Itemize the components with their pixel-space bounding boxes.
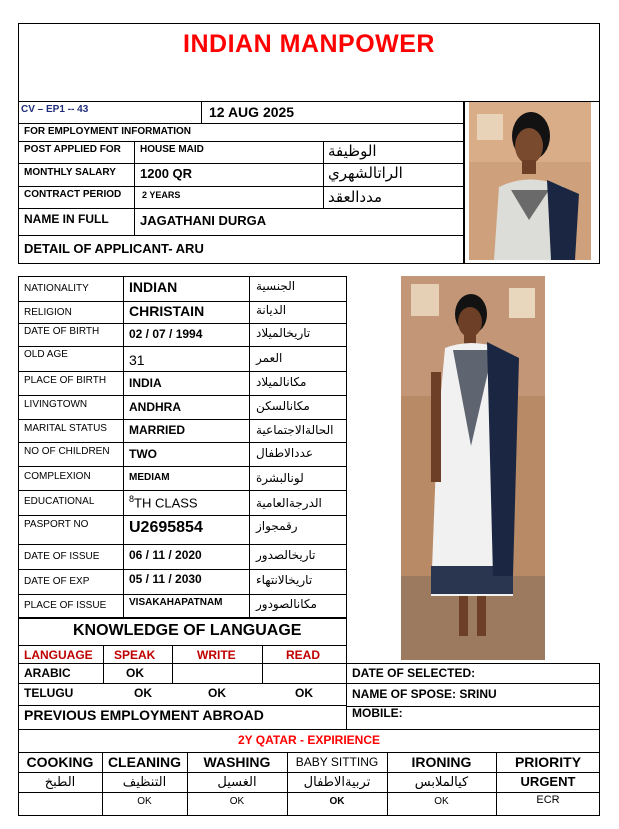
expiry-date-label: DATE OF EXP [24, 576, 90, 587]
place-of-birth-label: PLACE OF BIRTH [24, 375, 107, 386]
contract-period-arabic: مددالعقد [328, 189, 383, 206]
place-of-issue-value: VISAKAHAPATNAM [129, 597, 223, 608]
telugu-speak: OK [134, 686, 152, 700]
experience-text: 2Y QATAR - EXPIRIENCE [237, 733, 381, 747]
complexion-value: MEDIAM [129, 472, 170, 483]
children-label: NO OF CHILDREN [24, 446, 110, 457]
applicant-detail-heading: DETAIL OF APPLICANT- ARU [24, 241, 204, 256]
place-of-issue-arabic: مكانالصودور [256, 597, 317, 611]
telugu-language: TELUGU [24, 686, 74, 700]
education-superscript: 8 [129, 494, 135, 504]
dob-arabic: تاريخالميلاد [256, 326, 311, 340]
age-label: OLD AGE [24, 349, 68, 360]
living-town-label: LIVINGTOWN [24, 399, 88, 410]
issue-date-value: 06 / 11 / 2020 [129, 548, 202, 562]
age-arabic: العمر [256, 351, 283, 365]
education-arabic: الدرجةالعامية [256, 496, 322, 510]
cv-date: 12 AUG 2025 [209, 104, 295, 120]
dob-label: DATE OF BIRTH [24, 326, 100, 337]
nationality-label: NATIONALITY [24, 283, 89, 294]
monthly-salary-label: MONTHLY SALARY [24, 167, 116, 178]
place-of-birth-value: INDIA [129, 376, 162, 390]
previous-employment-heading: PREVIOUS EMPLOYMENT ABROAD [24, 707, 264, 723]
contract-period-label: CONTRACT PERIOD [24, 189, 122, 200]
applicant-portrait-photo [469, 102, 591, 260]
ecr-value: ECR [536, 794, 560, 806]
dob-value: 02 / 07 / 1994 [129, 327, 203, 341]
issue-date-label: DATE OF ISSUE [24, 551, 100, 562]
education-text: TH CLASS [134, 495, 198, 511]
passport-arabic: رقمجواز [256, 519, 298, 533]
skill-ironing-arabic: كيالملابس [414, 774, 469, 789]
nationality-arabic: الجنسية [256, 279, 296, 293]
passport-value: U2695854 [129, 519, 203, 536]
contract-period-value: 2 YEARS [142, 190, 181, 200]
telugu-write: OK [208, 686, 226, 700]
priority-value: URGENT [520, 774, 576, 789]
skill-cleaning: CLEANING [107, 754, 182, 770]
marital-status-arabic: الحالةالاجتماعية [256, 423, 334, 437]
employment-info-label: FOR EMPLOYMENT INFORMATION [24, 126, 192, 137]
applicant-full-photo [401, 276, 545, 660]
speak-col-header: SPEAK [114, 648, 156, 662]
expiry-date-arabic: تاريخالانتهاء [256, 573, 313, 587]
marital-status-label: MARITAL STATUS [24, 423, 107, 434]
skill-priority: PRIORITY [514, 754, 582, 770]
issue-date-arabic: تاريخالصدور [256, 548, 316, 562]
religion-label: RELIGION [24, 307, 72, 318]
skill-ironing: IRONING [411, 754, 472, 770]
living-town-value: ANDHRA [129, 400, 181, 414]
skill-cleaning-value: OK [137, 796, 152, 807]
monthly-salary-arabic: الراتالشهري [328, 165, 403, 182]
skill-baby-sitting: BABY SITTING [295, 755, 379, 769]
children-arabic: عددالاطفال [256, 446, 313, 460]
arabic-speak: OK [126, 666, 144, 680]
skill-washing-value: OK [229, 796, 245, 807]
language-col-header: LANGUAGE [24, 648, 93, 662]
passport-label: PASPORT NO [24, 519, 89, 530]
complexion-arabic: لونالبشرة [256, 471, 304, 485]
children-value: TWO [129, 447, 157, 461]
skill-cleaning-arabic: التنظيف [122, 774, 167, 789]
telugu-read: OK [295, 686, 313, 700]
nationality-value: INDIAN [129, 279, 178, 295]
skill-cooking-arabic: الطبخ [44, 774, 76, 789]
skill-baby-sitting-arabic: تربيةالاطفال [303, 774, 371, 789]
education-value [129, 495, 198, 509]
skill-cooking: COOKING [26, 754, 94, 770]
language-heading: KNOWLEDGE OF LANGUAGE [73, 622, 302, 639]
skill-washing: WASHING [203, 754, 271, 770]
cv-reference: CV – EP1 -- 43 [21, 104, 89, 115]
full-name-label: NAME IN FULL [24, 212, 109, 226]
mobile-label: MOBILE: [352, 706, 403, 720]
expiry-date-value: 05 / 11 / 2030 [129, 572, 202, 586]
page-title: INDIAN MANPOWER [183, 30, 435, 58]
write-col-header: WRITE [197, 648, 236, 662]
education-label: EDUCATIONAL [24, 496, 95, 507]
date-selected-label: DATE OF SELECTED: [352, 666, 476, 680]
living-town-arabic: مكانالسكن [256, 399, 310, 413]
place-of-issue-label: PLACE OF ISSUE [24, 600, 107, 611]
religion-arabic: الديانة [256, 303, 287, 317]
religion-value: CHRISTAIN [129, 303, 205, 319]
skill-washing-arabic: الغسيل [217, 774, 257, 789]
skill-ironing-value: OK [434, 796, 449, 807]
place-of-birth-arabic: مكانالميلاد [256, 375, 307, 389]
marital-status-value: MARRIED [129, 423, 185, 437]
complexion-label: COMPLEXION [24, 471, 91, 482]
post-applied-value: HOUSE MAID [140, 144, 204, 155]
post-applied-label: POST APPLIED FOR [24, 144, 121, 155]
post-applied-arabic: الوظيفة [328, 143, 377, 160]
full-name-value: JAGATHANI DURGA [140, 213, 267, 228]
arabic-language: ARABIC [24, 666, 71, 680]
skill-baby-sitting-value: OK [329, 796, 345, 807]
age-value: 31 [129, 352, 145, 368]
monthly-salary-value: 1200 QR [140, 166, 193, 181]
spouse-name: NAME OF SPOSE: SRINU [352, 687, 497, 701]
read-col-header: READ [286, 648, 321, 662]
